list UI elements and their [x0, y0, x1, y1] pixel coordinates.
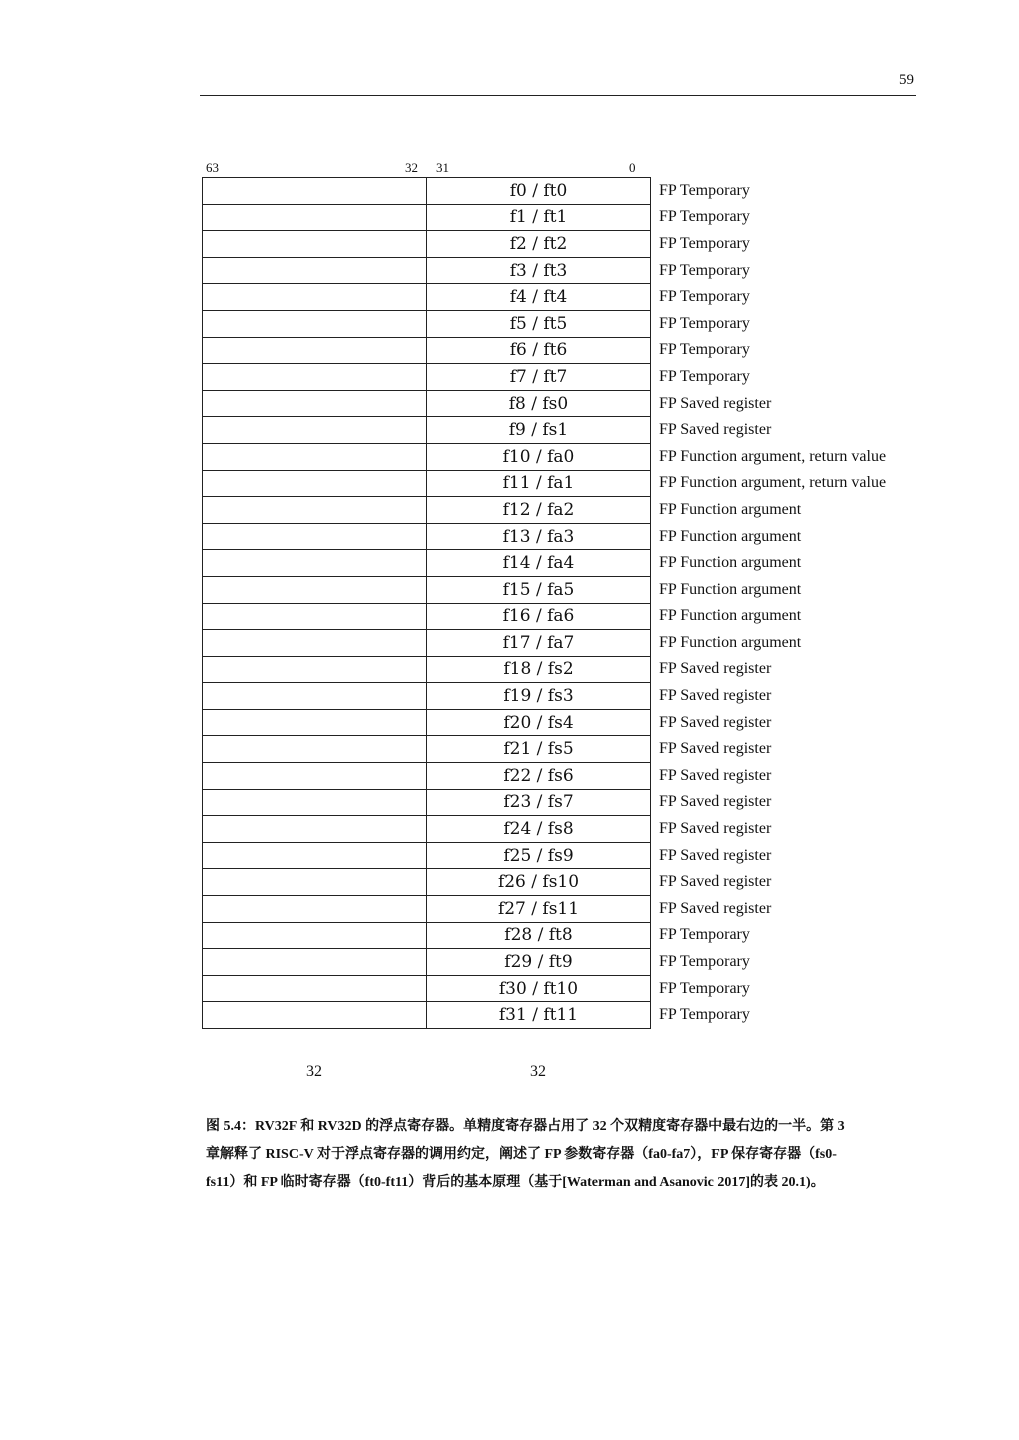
upper-width-label: 32 — [306, 1063, 322, 1080]
page-number: 59 — [899, 72, 914, 88]
register-upper-half — [203, 417, 427, 444]
register-upper-half — [203, 284, 427, 311]
register-upper-half — [203, 364, 427, 391]
register-row — [203, 683, 887, 710]
register-usage: FP Saved register — [659, 846, 772, 864]
register-row — [203, 816, 887, 843]
register-row — [203, 736, 887, 763]
register-name: f3 / ft3 — [427, 257, 651, 284]
register-row — [203, 576, 887, 603]
register-row — [203, 443, 887, 470]
register-usage: FP Function argument — [659, 500, 802, 518]
bit-label-63: 63 — [206, 160, 219, 175]
register-name: f14 / fa4 — [427, 550, 651, 577]
register-upper-half — [203, 842, 427, 869]
register-row — [203, 178, 887, 205]
register-row — [203, 550, 887, 577]
register-upper-half — [203, 869, 427, 896]
register-row — [203, 763, 887, 790]
figure-caption — [206, 1113, 916, 1197]
bit-label-31: 31 — [436, 160, 449, 175]
register-upper-half — [203, 390, 427, 417]
register-usage: FP Temporary — [659, 1006, 750, 1024]
register-usage: FP Temporary — [659, 926, 750, 944]
register-row — [203, 337, 887, 364]
bit-label-0: 0 — [629, 160, 636, 175]
register-upper-half — [203, 231, 427, 258]
register-upper-half — [203, 204, 427, 231]
register-usage: FP Saved register — [659, 713, 772, 731]
register-row — [203, 417, 887, 444]
bit-label-32: 32 — [405, 160, 418, 175]
caption-line-1: 图 5.4：RV32F 和 RV32D 的浮点寄存器。单精度寄存器占用了 32 个双精度寄存器中最右边的一半。第 3 — [206, 1119, 845, 1134]
register-upper-half — [203, 337, 427, 364]
register-usage: FP Saved register — [659, 660, 772, 678]
register-name: f2 / ft2 — [427, 231, 651, 258]
register-usage: FP Saved register — [659, 740, 772, 758]
register-name: f19 / fs3 — [427, 683, 651, 710]
register-row — [203, 497, 887, 524]
register-name: f25 / fs9 — [427, 842, 651, 869]
register-row — [203, 630, 887, 657]
register-name: f22 / fs6 — [427, 763, 651, 790]
register-upper-half — [203, 922, 427, 949]
register-usage: FP Saved register — [659, 873, 772, 891]
register-usage: FP Temporary — [659, 208, 750, 226]
header-rule — [200, 95, 916, 96]
register-usage: FP Function argument, return value — [659, 474, 887, 492]
register-name: f17 / fa7 — [427, 630, 651, 657]
register-name: f1 / ft1 — [427, 204, 651, 231]
register-name: f30 / ft10 — [427, 975, 651, 1002]
register-row — [203, 603, 887, 630]
register-upper-half — [203, 576, 427, 603]
register-usage: FP Temporary — [659, 288, 750, 306]
register-usage: FP Temporary — [659, 234, 750, 252]
register-upper-half — [203, 1002, 427, 1029]
register-row — [203, 922, 887, 949]
register-usage: FP Saved register — [659, 899, 772, 917]
register-name: f13 / fa3 — [427, 523, 651, 550]
register-name: f29 / ft9 — [427, 949, 651, 976]
register-row — [203, 975, 887, 1002]
register-upper-half — [203, 683, 427, 710]
register-name: f12 / fa2 — [427, 497, 651, 524]
register-name: f28 / ft8 — [427, 922, 651, 949]
register-usage: FP Function argument — [659, 633, 802, 651]
register-name: f9 / fs1 — [427, 417, 651, 444]
caption-line-2: 章解释了 RISC-V 对于浮点寄存器的调用约定，阐述了 FP 参数寄存器（fa0-fa7），FP 保存寄存器（fs0- — [206, 1147, 837, 1162]
register-row — [203, 896, 887, 923]
register-row — [203, 949, 887, 976]
register-usage: FP Temporary — [659, 181, 750, 199]
register-upper-half — [203, 523, 427, 550]
register-row — [203, 310, 887, 337]
lower-width-label: 32 — [530, 1063, 546, 1080]
register-usage: FP Saved register — [659, 793, 772, 811]
register-upper-half — [203, 896, 427, 923]
register-row — [203, 364, 887, 391]
register-usage: FP Saved register — [659, 687, 772, 705]
register-name: f21 / fs5 — [427, 736, 651, 763]
register-name: f26 / fs10 — [427, 869, 651, 896]
register-upper-half — [203, 310, 427, 337]
register-usage: FP Function argument — [659, 607, 802, 625]
register-usage: FP Saved register — [659, 820, 772, 838]
register-usage: FP Temporary — [659, 341, 750, 359]
register-name: f16 / fa6 — [427, 603, 651, 630]
register-name: f10 / fa0 — [427, 443, 651, 470]
register-row — [203, 204, 887, 231]
register-name: f7 / ft7 — [427, 364, 651, 391]
register-name: f20 / fs4 — [427, 709, 651, 736]
register-row — [203, 656, 887, 683]
register-name: f0 / ft0 — [427, 178, 651, 205]
register-row — [203, 390, 887, 417]
register-table — [202, 177, 887, 1029]
register-row — [203, 789, 887, 816]
register-upper-half — [203, 736, 427, 763]
register-upper-half — [203, 497, 427, 524]
register-usage: FP Function argument, return value — [659, 447, 887, 465]
register-upper-half — [203, 709, 427, 736]
register-upper-half — [203, 630, 427, 657]
register-row — [203, 709, 887, 736]
register-row — [203, 231, 887, 258]
register-usage: FP Temporary — [659, 979, 750, 997]
register-upper-half — [203, 763, 427, 790]
register-usage: FP Saved register — [659, 766, 772, 784]
register-name: f18 / fs2 — [427, 656, 651, 683]
register-row — [203, 470, 887, 497]
register-name: f27 / fs11 — [427, 896, 651, 923]
register-row — [203, 869, 887, 896]
register-row — [203, 257, 887, 284]
register-usage: FP Temporary — [659, 261, 750, 279]
register-name: f15 / fa5 — [427, 576, 651, 603]
register-upper-half — [203, 178, 427, 205]
register-row — [203, 284, 887, 311]
register-name: f23 / fs7 — [427, 789, 651, 816]
register-usage: FP Saved register — [659, 394, 772, 412]
caption-line-3: fs11）和 FP 临时寄存器（ft0-ft11）背后的基本原理（基于[Waterman and Asanovic 2017]的表 20.1)。 — [206, 1175, 825, 1190]
register-upper-half — [203, 257, 427, 284]
register-usage: FP Temporary — [659, 314, 750, 332]
register-upper-half — [203, 789, 427, 816]
register-upper-half — [203, 550, 427, 577]
register-row — [203, 523, 887, 550]
register-upper-half — [203, 816, 427, 843]
register-upper-half — [203, 603, 427, 630]
register-upper-half — [203, 470, 427, 497]
register-name: f4 / ft4 — [427, 284, 651, 311]
register-usage: FP Temporary — [659, 953, 750, 971]
register-usage: FP Temporary — [659, 367, 750, 385]
register-upper-half — [203, 656, 427, 683]
register-upper-half — [203, 949, 427, 976]
register-name: f6 / ft6 — [427, 337, 651, 364]
register-usage: FP Function argument — [659, 580, 802, 598]
register-name: f24 / fs8 — [427, 816, 651, 843]
register-upper-half — [203, 443, 427, 470]
register-name: f11 / fa1 — [427, 470, 651, 497]
register-row — [203, 842, 887, 869]
register-usage: FP Saved register — [659, 421, 772, 439]
register-name: f8 / fs0 — [427, 390, 651, 417]
register-name: f5 / ft5 — [427, 310, 651, 337]
register-row — [203, 1002, 887, 1029]
register-name: f31 / ft11 — [427, 1002, 651, 1029]
register-upper-half — [203, 975, 427, 1002]
register-usage: FP Function argument — [659, 527, 802, 545]
register-usage: FP Function argument — [659, 554, 802, 572]
